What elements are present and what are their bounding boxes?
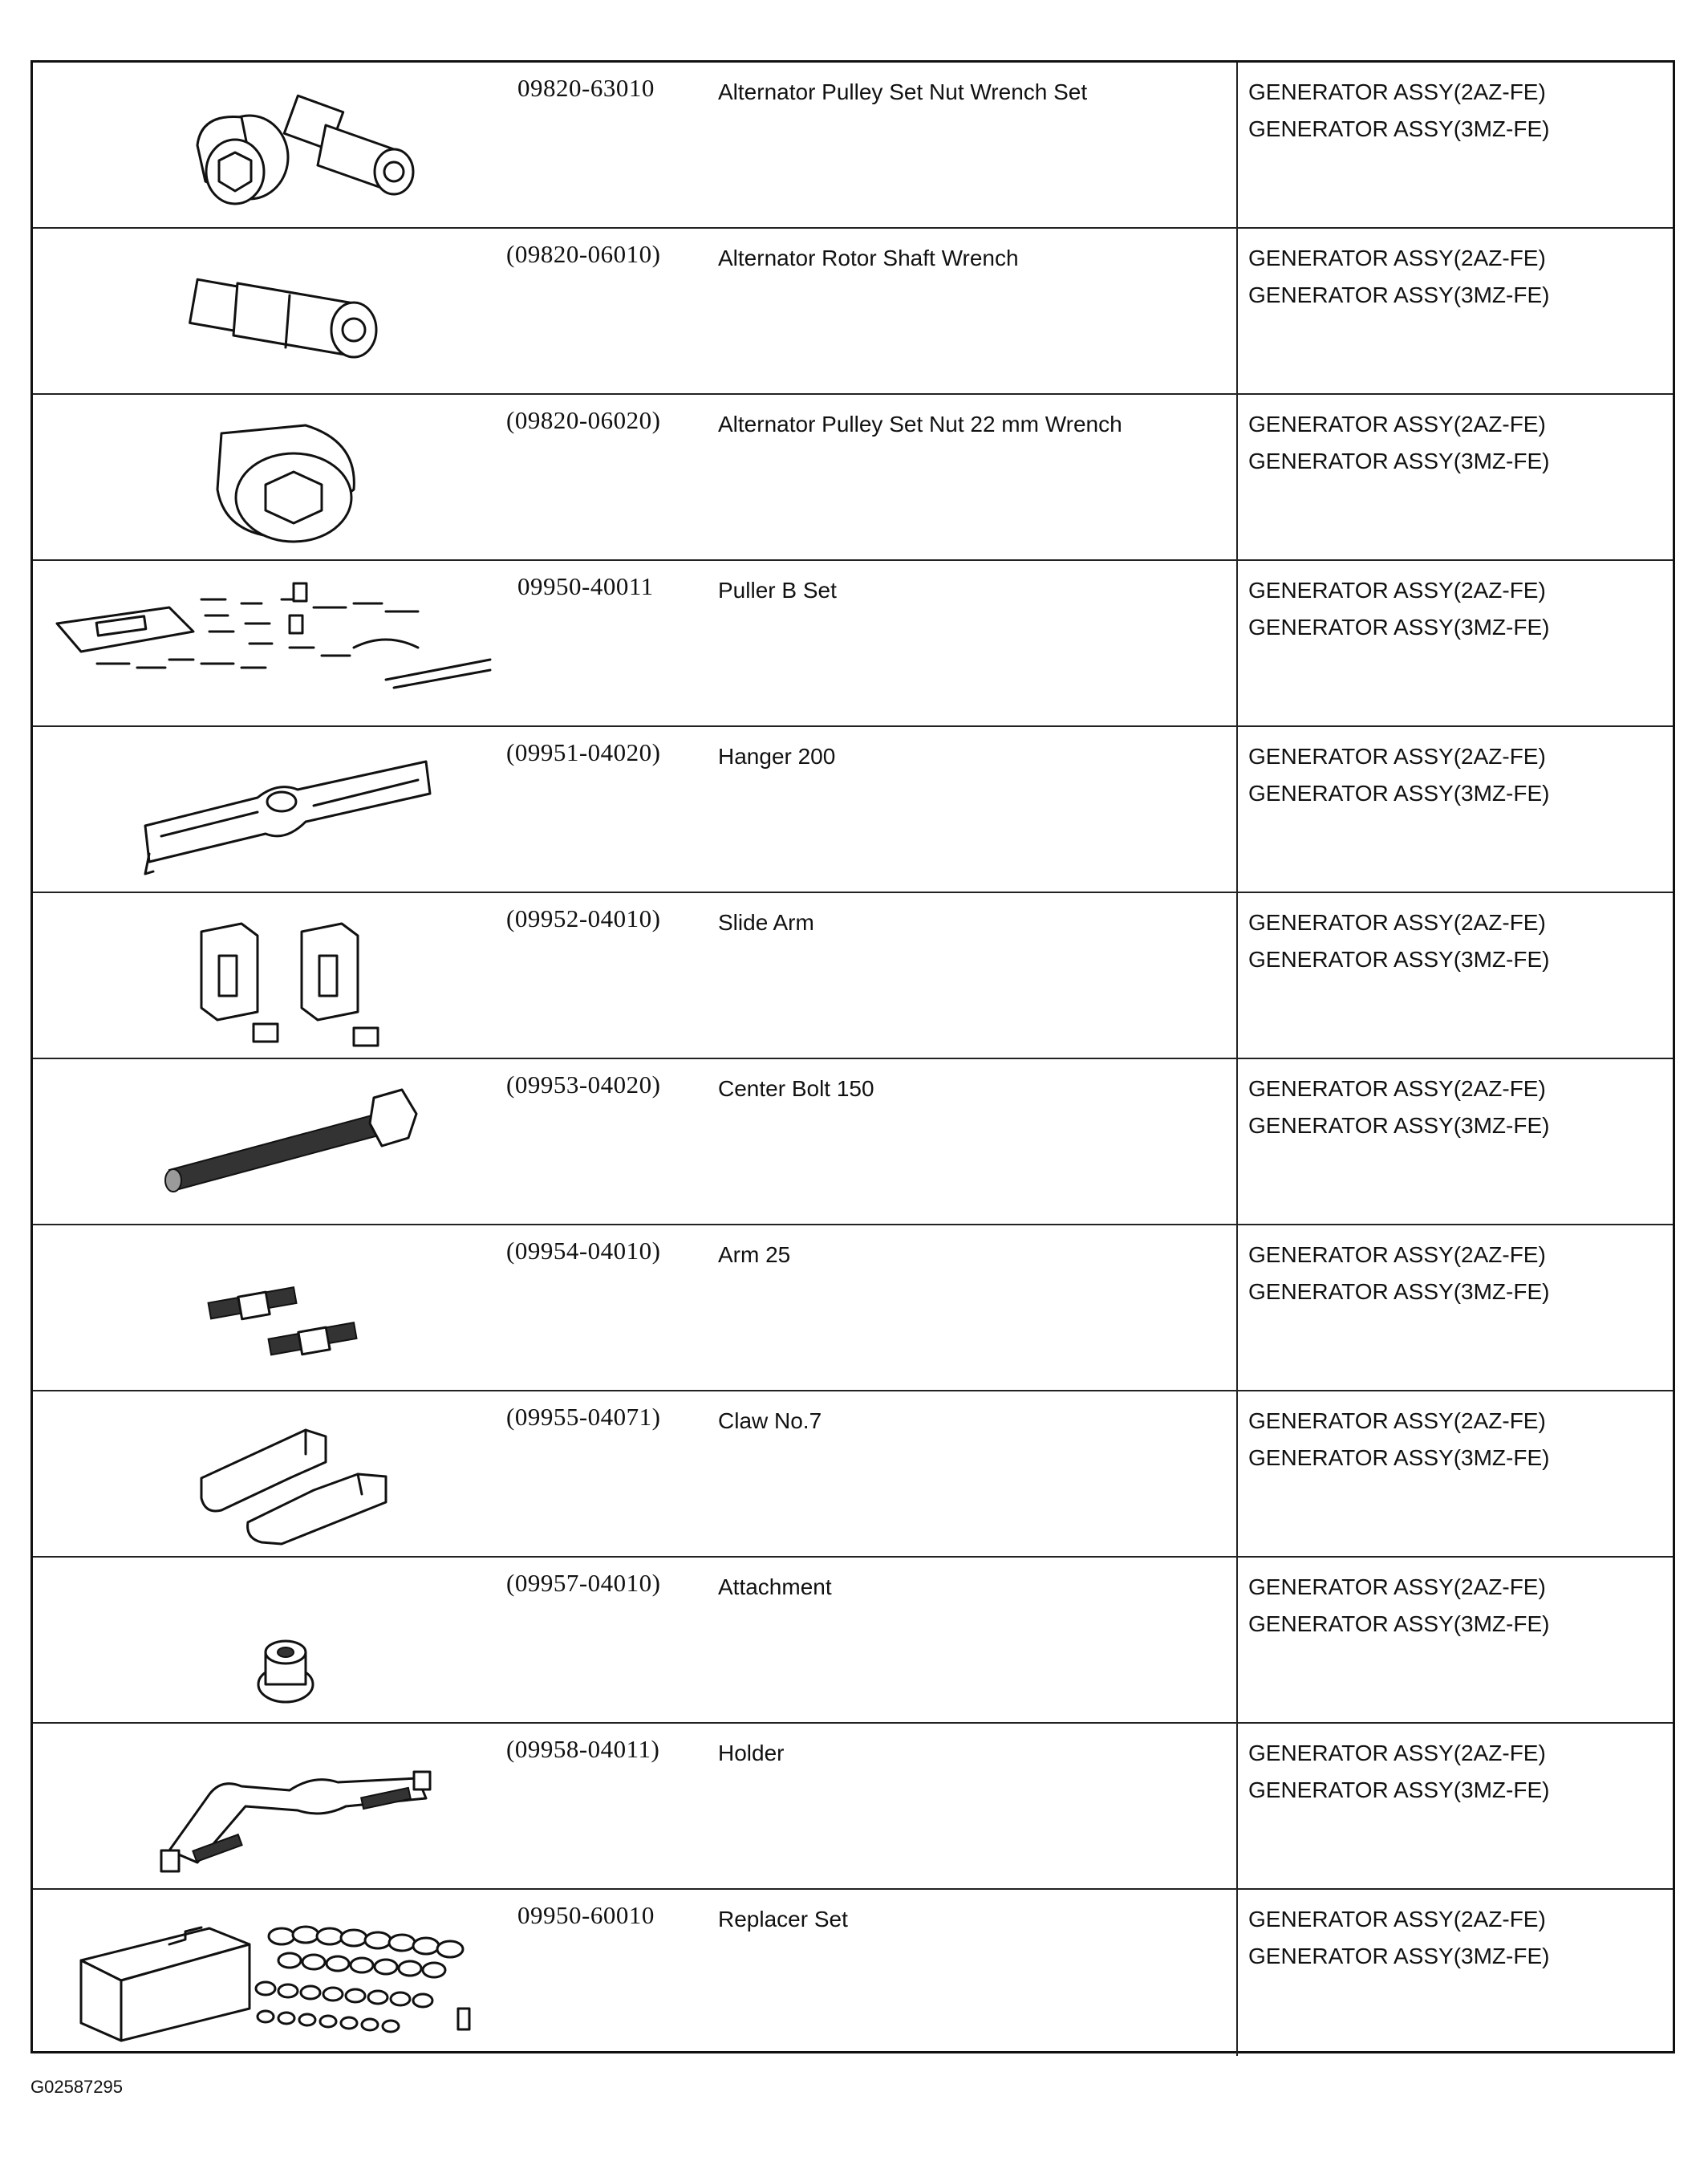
table-row xyxy=(33,727,1673,893)
tool-name: Alternator Pulley Set Nut Wrench Set xyxy=(718,79,1088,104)
puller-b-set-icon xyxy=(49,567,498,720)
application-line: GENERATOR ASSY(2AZ-FE) xyxy=(1248,1741,1546,1765)
table-row xyxy=(33,1558,1673,1724)
pulley-nut-wrench-set-icon xyxy=(49,69,498,221)
column-divider xyxy=(1236,561,1238,725)
replacer-set-icon xyxy=(49,1896,498,2049)
column-divider xyxy=(1236,1890,1238,2056)
application-line: GENERATOR ASSY(2AZ-FE) xyxy=(1248,412,1546,437)
application-line: GENERATOR ASSY(3MZ-FE) xyxy=(1248,116,1550,141)
tool-name: Center Bolt 150 xyxy=(718,1076,874,1101)
tool-name: Attachment xyxy=(718,1574,832,1599)
column-divider xyxy=(1236,1724,1238,1888)
nut-22mm-wrench-icon xyxy=(49,401,498,554)
figure-id: G02587295 xyxy=(30,2077,123,2097)
table-row xyxy=(33,1059,1673,1225)
part-number: (09958-04011) xyxy=(506,1735,660,1763)
application-line: GENERATOR ASSY(3MZ-FE) xyxy=(1248,781,1550,806)
part-number: (09951-04020) xyxy=(506,738,661,766)
tool-name: Replacer Set xyxy=(718,1907,848,1932)
applicable-assemblies xyxy=(1248,1569,1665,1643)
table-row xyxy=(33,395,1673,561)
table-row xyxy=(33,1724,1673,1890)
table-row xyxy=(33,63,1673,229)
applicable-assemblies xyxy=(1248,738,1665,812)
column-divider xyxy=(1236,893,1238,1058)
applicable-assemblies xyxy=(1248,74,1665,148)
application-line: GENERATOR ASSY(3MZ-FE) xyxy=(1248,1611,1550,1636)
tool-name: Holder xyxy=(718,1741,785,1765)
application-line: GENERATOR ASSY(2AZ-FE) xyxy=(1248,578,1546,603)
part-number: 09950-60010 xyxy=(517,1901,655,1929)
column-divider xyxy=(1236,63,1238,227)
part-number: 09820-63010 xyxy=(517,74,655,102)
applicable-assemblies xyxy=(1248,240,1665,314)
column-divider xyxy=(1236,1558,1238,1722)
applicable-assemblies xyxy=(1248,406,1665,480)
application-line: GENERATOR ASSY(3MZ-FE) xyxy=(1248,1777,1550,1802)
application-line: GENERATOR ASSY(2AZ-FE) xyxy=(1248,1574,1546,1599)
tool-name: Hanger 200 xyxy=(718,744,836,769)
application-line: GENERATOR ASSY(2AZ-FE) xyxy=(1248,246,1546,270)
part-number: (09953-04020) xyxy=(506,1070,661,1099)
table-row xyxy=(33,1225,1673,1391)
application-line: GENERATOR ASSY(3MZ-FE) xyxy=(1248,1279,1550,1304)
table-row xyxy=(33,1391,1673,1558)
part-number: (09954-04010) xyxy=(506,1237,661,1265)
hanger-icon xyxy=(49,733,498,886)
tool-name: Slide Arm xyxy=(718,910,814,935)
application-line: GENERATOR ASSY(2AZ-FE) xyxy=(1248,1076,1546,1101)
application-line: GENERATOR ASSY(3MZ-FE) xyxy=(1248,1944,1550,1968)
part-number: (09820-06020) xyxy=(506,406,661,434)
table-row xyxy=(33,561,1673,727)
applicable-assemblies xyxy=(1248,904,1665,978)
tool-name: Alternator Pulley Set Nut 22 mm Wrench xyxy=(718,412,1122,437)
table-row xyxy=(33,229,1673,395)
slide-arm-icon xyxy=(49,900,498,1052)
tool-name: Claw No.7 xyxy=(718,1408,822,1433)
part-number: (09952-04010) xyxy=(506,904,661,932)
part-number: (09957-04010) xyxy=(506,1569,661,1597)
column-divider xyxy=(1236,229,1238,393)
part-number: 09950-40011 xyxy=(517,572,654,600)
tool-name: Puller B Set xyxy=(718,578,837,603)
special-tools-table xyxy=(30,60,1675,2053)
table-row xyxy=(33,893,1673,1059)
application-line: GENERATOR ASSY(2AZ-FE) xyxy=(1248,79,1546,104)
table-row xyxy=(33,1890,1673,2056)
column-divider xyxy=(1236,1391,1238,1556)
column-divider xyxy=(1236,727,1238,892)
rotor-shaft-wrench-icon xyxy=(49,235,498,388)
application-line: GENERATOR ASSY(3MZ-FE) xyxy=(1248,1445,1550,1470)
column-divider xyxy=(1236,395,1238,559)
claw-icon xyxy=(49,1398,498,1550)
application-line: GENERATOR ASSY(3MZ-FE) xyxy=(1248,1113,1550,1138)
application-line: GENERATOR ASSY(2AZ-FE) xyxy=(1248,1242,1546,1267)
center-bolt-icon xyxy=(49,1066,498,1218)
tool-name: Arm 25 xyxy=(718,1242,791,1267)
applicable-assemblies xyxy=(1248,1735,1665,1809)
applicable-assemblies xyxy=(1248,1403,1665,1477)
applicable-assemblies xyxy=(1248,1070,1665,1144)
application-line: GENERATOR ASSY(2AZ-FE) xyxy=(1248,744,1546,769)
column-divider xyxy=(1236,1225,1238,1390)
application-line: GENERATOR ASSY(3MZ-FE) xyxy=(1248,449,1550,473)
application-line: GENERATOR ASSY(3MZ-FE) xyxy=(1248,615,1550,640)
application-line: GENERATOR ASSY(2AZ-FE) xyxy=(1248,1907,1546,1932)
application-line: GENERATOR ASSY(2AZ-FE) xyxy=(1248,910,1546,935)
application-line: GENERATOR ASSY(3MZ-FE) xyxy=(1248,947,1550,972)
part-number: (09955-04071) xyxy=(506,1403,661,1431)
holder-icon xyxy=(49,1730,498,1883)
applicable-assemblies xyxy=(1248,572,1665,646)
arm-icon xyxy=(49,1232,498,1384)
attachment-icon xyxy=(49,1564,498,1716)
applicable-assemblies xyxy=(1248,1237,1665,1310)
application-line: GENERATOR ASSY(2AZ-FE) xyxy=(1248,1408,1546,1433)
applicable-assemblies xyxy=(1248,1901,1665,1975)
application-line: GENERATOR ASSY(3MZ-FE) xyxy=(1248,282,1550,307)
tool-name: Alternator Rotor Shaft Wrench xyxy=(718,246,1019,270)
part-number: (09820-06010) xyxy=(506,240,661,268)
column-divider xyxy=(1236,1059,1238,1224)
